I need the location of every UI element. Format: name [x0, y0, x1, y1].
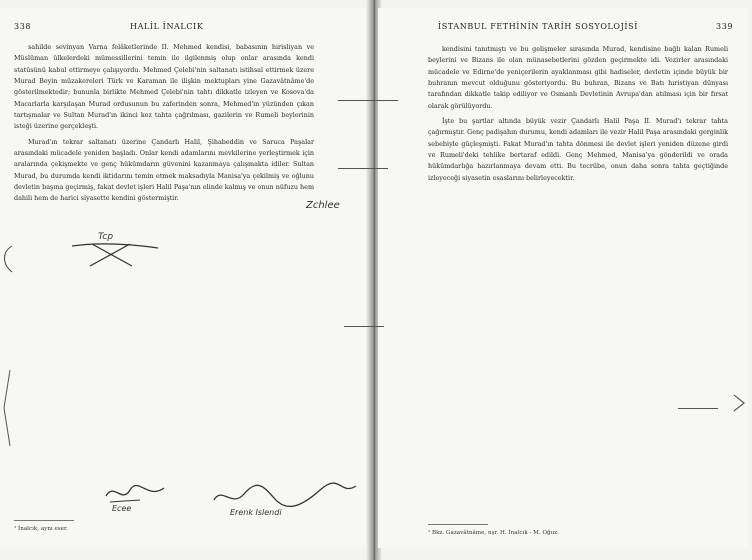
right-footnote-rule [428, 524, 488, 525]
margin-bracket-mark [0, 368, 12, 448]
right-footnote: ¹ Bkz. Gazavâtnâme, nşr. H. İnalcık - M. Oğuz. [428, 530, 559, 536]
left-body-text [14, 42, 314, 205]
left-footnote-rule [14, 520, 74, 521]
right-paragraph-2: İşte bu şartlar altında büyük vezir Çandarlı Halil Paşa II. Murad'ı tekrar tahta çağırmıştır. Genç padişahın durumu, kendi adamları ile vezir Halil Paşa arasındaki gerginlik sebebiyle güçleşmişti. Fakat Murad'ın tahta dönmesi ile devlet işleri yeniden düzene girdi ve Rumeli'deki tehlike bertaraf edildi. Genç Mehmed, Manisa'ya gönderildi ve orada hükümdarlığa hazırlanmaya devam etti. Bu tecrübe, onun daha sonra tahta geçtiğinde izleyeceği siyasetin esaslarını belirleyecektir. [428, 117, 728, 182]
margin-note-left: Tcp [98, 232, 114, 242]
margin-tick-3 [344, 326, 384, 327]
margin-hook-mark [0, 244, 16, 274]
left-paragraph-2: Murad'ın tekrar saltanatı üzerine Çandarlı Halil, Şihabeddin ve Saruca Paşalar arasındaki mücadele yeniden başladı. Onlar kendi adamlarını mevkilerine yerleştirmek için aralarında çekişmekte ve genç hükümdarın güvenini kazanmaya çalışmakta idiler. Sultan Murad, bu durumda kendi iktidarını temin etmek maksadıyla Manisa'ya çekilmiş ve oğlunu devletin başına geçirmiş, fakat devlet işleri Halil Paşa'nın elinde kalmış ve onun nüfuzu hem dahili hem de harici siyasette kendini göstermiştir. [14, 137, 314, 203]
margin-tick-1 [338, 100, 398, 101]
margin-note-right: Zchlee [306, 200, 340, 211]
signature-text-1: Ecee [112, 504, 132, 513]
right-running-head: İSTANBUL FETHİNİN TARİH SOSYOLOJİSİ [438, 22, 638, 31]
margin-arrow-mark [730, 393, 748, 413]
left-footnote: ¹ İnalcık, aynı eser. [14, 526, 68, 532]
right-page-number: 339 [716, 22, 734, 31]
signature-text-2: Erenk Islendi [230, 508, 282, 517]
left-page-number: 338 [14, 22, 32, 31]
left-page [0, 8, 372, 548]
left-paragraph-1: sahilde sevinyan Varna felâketlerinde II. Mehmed kendisi, babasının hırisliyan ve Müslüman ülkelerdeki mümessillerini temin ile ilgilenmiş olup onlar arasında kendi statüsünü kabul ettirmeye çalışıyordu. Mehmed Çelebi'nin saltanatı istihsal ettirmek üzere Murad Beyin müzakereleri Türk ve Karaman ile ilişkin mektupları yine Gazavâtnâme'de gösterilmektedir; bununla birlikte Mehmed Çelebi'nin tahtı dikkatle izleyen ve Kosova'da Macarlarla karşılaşan Murad ordusunun bu zaferinden sonra, Mehmed'in yüzünden çıkan tartışmalar ve Sultan Murad'ın ikinci kez tahta çağrılması, gazilerin ve Rumeli beylerinin isteği üzerine gerçekleşti. [14, 43, 314, 131]
margin-tick-2 [338, 168, 388, 169]
right-body-text [428, 44, 728, 184]
strike-mark [70, 240, 160, 270]
right-paragraph-1: kendisini tanıtmıştı ve bu gelişmeler sırasında Murad, kendisine bağlı kalan Rumeli beylerini ve Bizans ile olan münasebetlerini gözden geçirmekte idi. Vezirler arasındaki mücadele ve Edirne'de yeniçerilerin ayaklanması gibi hadiseler, devletin içinde büyük bir buhranın mevcut olduğunu gösteriyordu. Bu buhran, Bizans ve Batı hıristiyan dünyası tarafından dikkatle takip ediliyor ve Osmanlı Devletinin Avrupa'dan atılması için bir fırsat olarak görülüyordu. [428, 45, 728, 110]
signature-mark-1 [100, 478, 170, 508]
right-page [306, 8, 748, 548]
left-running-head: HALİL İNALCIK [130, 22, 204, 31]
margin-tick-4 [678, 408, 718, 409]
